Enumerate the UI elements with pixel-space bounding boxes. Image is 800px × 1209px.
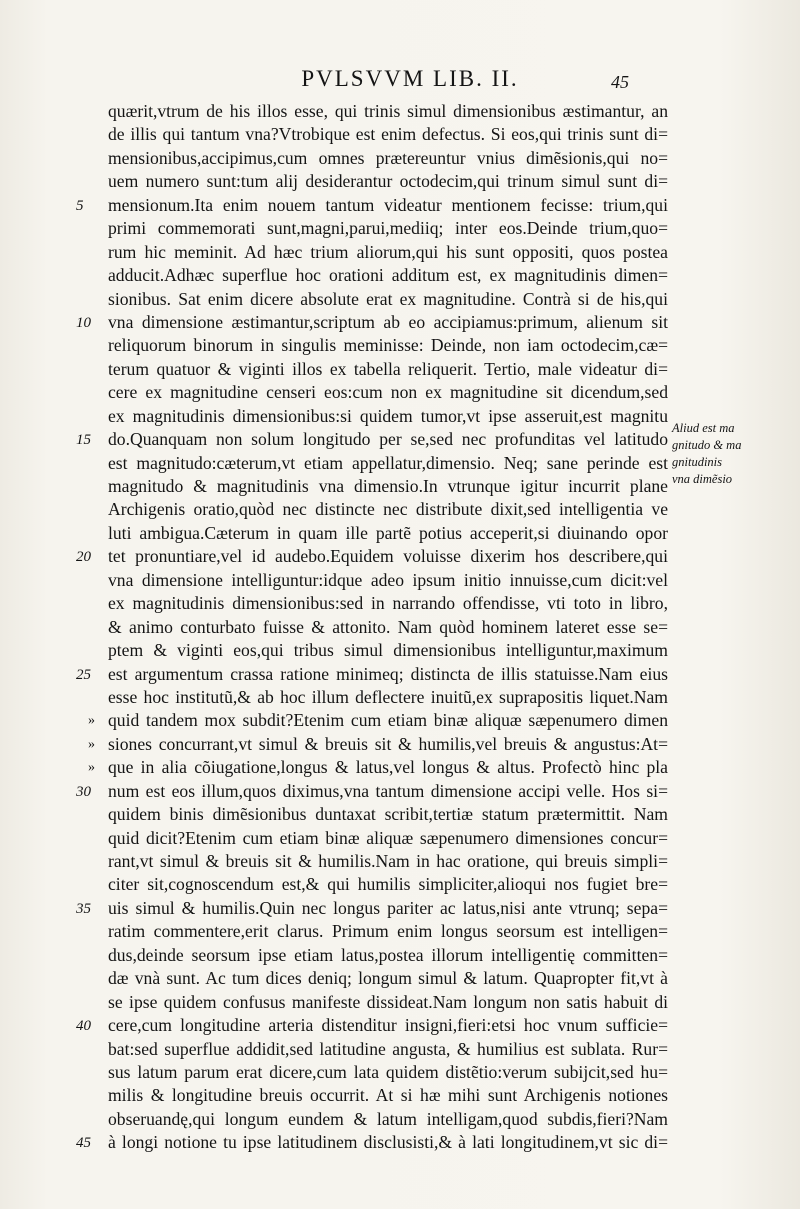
line-text: do.Quanquam non solum longitudo per se,sed nec profunditas vel latitudo	[108, 429, 668, 450]
quotation-mark: »	[88, 713, 95, 729]
line-text: Archigenis oratio,quòd nec distincte nec distribute dixit,sed intelligentia ve	[108, 499, 668, 520]
quotation-mark: »	[88, 736, 95, 752]
text-line	[108, 170, 668, 193]
line-text: rant,vt simul & breuis sit & humilis.Nam in hac oratione, qui breuis simpli=	[108, 851, 668, 871]
margin-note	[672, 420, 798, 488]
text-line	[108, 100, 668, 123]
text-line	[76, 545, 668, 568]
text-line	[108, 850, 668, 873]
line-text: quid dicit?Etenim cum etiam binæ aliquæ sæpenumero dimensiones concur=	[108, 827, 668, 848]
text-line	[76, 780, 668, 803]
text-line	[108, 498, 668, 521]
text-line	[108, 147, 668, 170]
margin-note-line: gnitudinis	[672, 455, 723, 469]
text-line	[108, 358, 668, 381]
text-line	[76, 663, 668, 686]
text-line	[108, 1084, 668, 1107]
line-text: & animo conturbato fuisse & attonito. Nam quòd hominem lateret esse se=	[108, 616, 668, 637]
line-text: reliquorum binorum in singulis meminisse: Deinde, non iam octodecim,cæ=	[108, 335, 668, 356]
line-text: de illis qui tantum vna?Vtrobique est enim defectus. Si eos,qui trinis sunt di=	[108, 124, 668, 145]
line-text: ex magnitudinis dimensionibus:sed in narrando offendisse, vti toto in libro,	[108, 593, 668, 614]
running-head: PVLSVVM LIB. II.	[301, 66, 519, 91]
text-line	[108, 616, 668, 639]
line-text: cere ex magnitudine censeri eos:cum non ex magnitudine sit dicendum,sed	[108, 382, 668, 403]
text-line	[76, 1014, 668, 1037]
text-line	[108, 967, 668, 990]
text-block	[76, 100, 668, 1155]
text-line	[108, 288, 668, 311]
line-text: uem numero sunt:tum alij desiderantur octodecim,qui trinum simul sunt di=	[108, 171, 668, 192]
text-line	[108, 592, 668, 615]
line-text: vna dimensione intelliguntur:idque adeo ipsum initio innuisse,cum dicit:vel	[108, 569, 668, 590]
line-text: mensionum.Ita enim nouem tantum videatur mentionem fecisse: trium,qui	[108, 194, 668, 215]
text-line	[108, 123, 668, 146]
line-text: ratim commentere,erit clarus. Primum enim longus seorsum est intelligen=	[108, 921, 668, 942]
text-line	[108, 1108, 668, 1131]
line-number: 35	[76, 900, 91, 917]
quotation-mark: »	[88, 760, 95, 776]
margin-note-line: Aliud est ma	[672, 421, 735, 435]
line-text: num est eos illum,quos diximus,vna tantum dimensione accipi velle. Hos si=	[108, 780, 668, 801]
line-text: est magnitudo:cæterum,vt etiam appellatur,dimensio. Neq; sane perinde est	[108, 452, 668, 473]
line-text: quid tandem mox subdit?Etenim cum etiam binæ aliquæ sæpenumero dimen	[108, 710, 668, 731]
text-line	[76, 428, 668, 451]
text-line	[108, 1061, 668, 1084]
line-text: primi commemorati sunt,magni,parui,mediiq; inter eos.Deinde trium,quo=	[108, 218, 668, 239]
text-line	[76, 311, 668, 334]
line-text: citer sit,cognoscendum est,& qui humilis simpliciter,alioqui nos fugiet bre=	[108, 874, 668, 895]
text-line	[108, 217, 668, 240]
line-text: esse hoc institutũ,& ab hoc illum deflectere inuitũ,ex suprapositis liquet.Nam	[108, 686, 668, 707]
text-line	[108, 920, 668, 943]
text-line	[108, 827, 668, 850]
text-line	[108, 686, 668, 709]
text-line	[108, 381, 668, 404]
line-number: 25	[76, 666, 91, 683]
text-line	[108, 241, 668, 264]
line-number: 10	[76, 314, 91, 331]
text-line	[88, 709, 668, 732]
line-text: dæ vnà sunt. Ac tum dices deniq; longum simul & latum. Quapropter fit,vt à	[108, 968, 668, 989]
line-text: obseruandę,qui longum eundem & latum intelligam,quod subdis,fieri?Nam	[108, 1108, 668, 1129]
text-line	[88, 756, 668, 779]
line-number: 45	[76, 1135, 91, 1152]
page-number: 45	[611, 72, 629, 92]
text-line	[108, 873, 668, 896]
line-text: quidem binis dimẽsionibus duntaxat scribit,tertiæ statum prætermittit. Nam	[108, 804, 668, 825]
text-line	[76, 897, 668, 920]
text-line	[108, 264, 668, 287]
line-number: 40	[76, 1018, 91, 1035]
text-line	[108, 405, 668, 428]
line-number: 15	[76, 432, 91, 449]
line-text: uis simul & humilis.Quin nec longus pariter ac latus,nisi ante vtrunq; sepa=	[108, 897, 668, 918]
line-text: siones concurrant,vt simul & breuis sit & humilis,vel breuis & angustus:At=	[108, 733, 668, 754]
text-line	[108, 639, 668, 662]
line-text: à longi notione tu ipse latitudinem disclusisti,& à lati longitudinem,vt sic di=	[108, 1132, 668, 1153]
line-text: vna dimensione æstimantur,scriptum ab eo accipiamus:primum, alienum sit	[108, 311, 668, 332]
line-text: milis & longitudine breuis occurrit. At si hæ mihi sunt Archigenis notiones	[108, 1085, 668, 1106]
line-text: bat:sed superflue addidit,sed latitudine angusta, & humilius est sublata. Rur=	[108, 1038, 668, 1059]
line-text: sus latum parum erat dicere,cum lata quidem distẽtio:verum subijcit,sed hu=	[108, 1061, 668, 1082]
line-number: 20	[76, 549, 91, 566]
margin-note-line: gnitudo & ma	[672, 438, 742, 452]
text-line	[108, 944, 668, 967]
line-text: luti ambigua.Cæterum in quam ille partẽ potius acceperit,si diuinando opor	[108, 522, 668, 543]
line-text: tet pronuntiare,vel id audebo.Equidem voluisse dixerim hos describere,qui	[108, 546, 668, 567]
line-text: ex magnitudinis dimensionibus:si quidem tumor,vt ipse asseruit,est magnitu	[108, 405, 668, 426]
line-text: ptem & viginti eos,qui tribus simul dimensionibus intelliguntur,maximum	[108, 640, 668, 661]
text-line	[108, 1038, 668, 1061]
line-text: adducit.Adhæc superflue hoc orationi additum est, ex magnitudinis dimen=	[108, 265, 668, 286]
line-text: sionibus. Sat enim dicere absolute erat ex magnitudine. Contrà si de his,qui	[108, 288, 668, 309]
line-text: rum hic meminit. Ad hæc trium aliorum,qui his sunt oppositi, quos postea	[108, 241, 668, 262]
text-line	[76, 194, 668, 217]
line-text: mensionibus,accipimus,cum omnes prætereuntur vnius dimẽsionis,qui no=	[108, 147, 668, 168]
line-number: 5	[76, 197, 84, 214]
text-line	[108, 452, 668, 475]
line-text: dus,deinde seorsum ipse etiam latus,postea illorum intelligentię committen=	[108, 944, 668, 965]
text-line	[108, 475, 668, 498]
line-text: cere,cum longitudine arteria distenditur insigni,fieri:etsi hoc vnum sufficie=	[108, 1015, 668, 1036]
text-line	[76, 1131, 668, 1154]
text-line	[108, 991, 668, 1014]
text-line	[108, 569, 668, 592]
line-text: terum quatuor & viginti illos ex tabella reliquerit. Tertio, male videatur di=	[108, 358, 668, 379]
text-line	[108, 334, 668, 357]
line-text: est argumentum crassa ratione minimeq; distincta de illis statuisse.Nam eius	[108, 663, 668, 684]
line-text: que in alia cõiugatione,longus & latus,vel longus & altus. Profectò hinc pla	[108, 757, 668, 778]
margin-note-line: vna dimẽsio	[672, 472, 733, 486]
line-number: 30	[76, 783, 91, 800]
text-line	[108, 803, 668, 826]
line-text: quærit,vtrum de his illos esse, qui trinis simul dimensionibus æstimantur, an	[108, 101, 668, 121]
line-text: se ipse quidem confusus manifeste dissideat.Nam longum non satis habuit di	[108, 991, 668, 1012]
text-line	[108, 522, 668, 545]
line-text: magnitudo & magnitudinis vna dimensio.In vtrunque igitur incurrit plane	[108, 476, 668, 496]
text-line	[88, 733, 668, 756]
